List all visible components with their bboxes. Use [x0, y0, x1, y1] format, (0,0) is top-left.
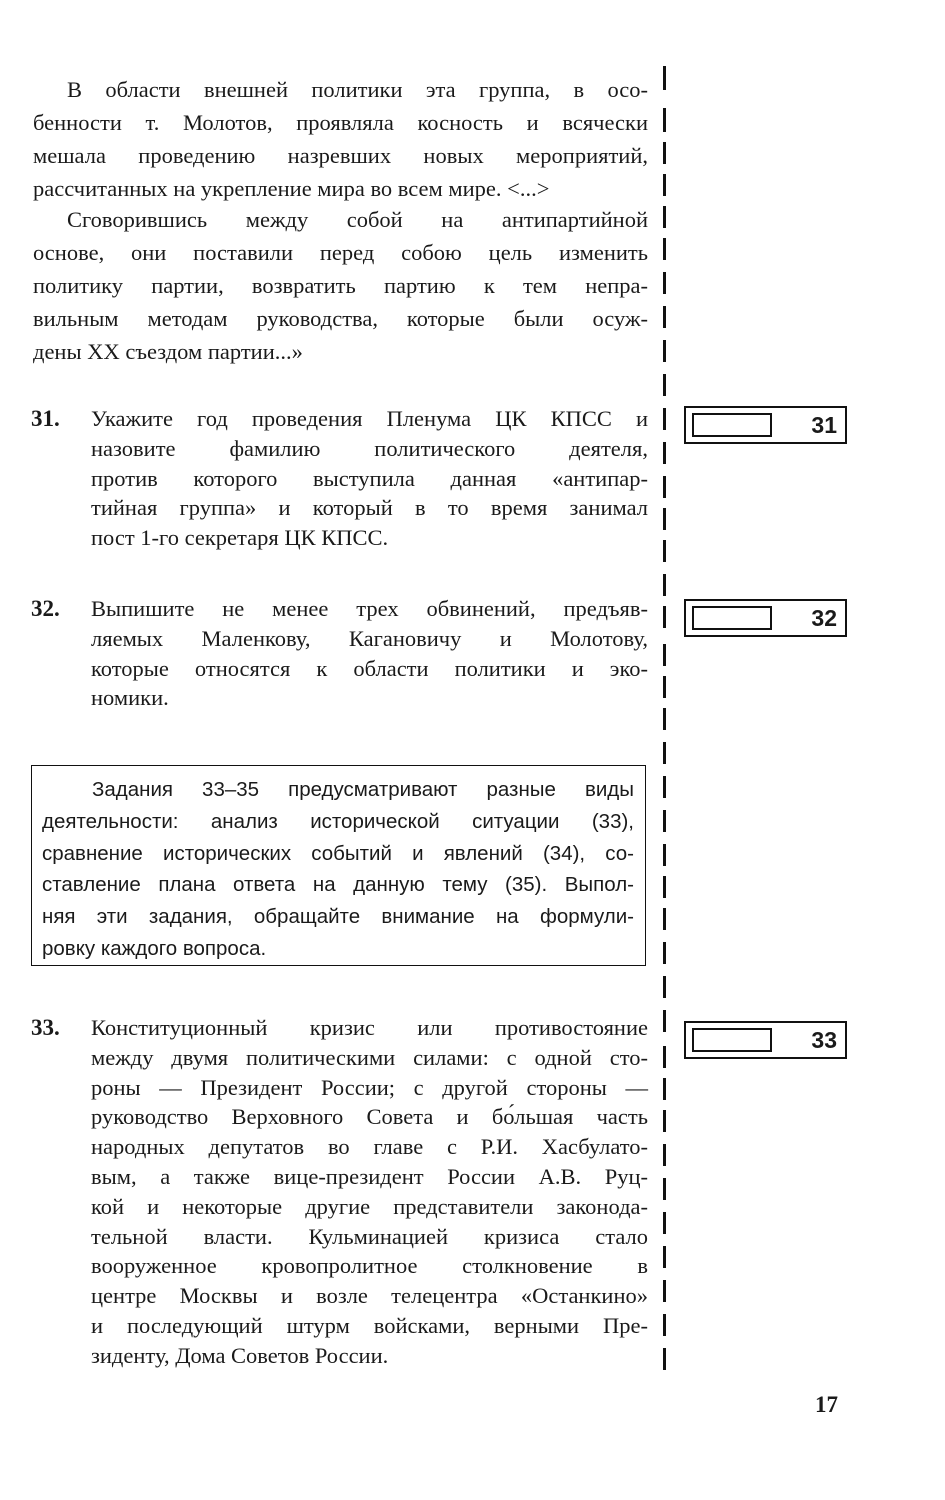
- text-line: вооруженное кровопролитное столкновение в: [91, 1253, 648, 1279]
- text-line: В области внешней политики эта группа, в осо-: [67, 77, 648, 102]
- text-line: политику партии, возвратить партию к тем непра-: [33, 273, 648, 298]
- text-line: основе, они поставили перед собою цель изменить: [33, 240, 648, 265]
- instruction-text: [42, 774, 634, 965]
- text-line: бенности т. Молотов, проявляла косность и всячески: [33, 110, 648, 135]
- answer-box-32[interactable]: [684, 599, 847, 637]
- text-line: ляемых Маленкову, Кагановичу и Молотову,: [91, 625, 648, 651]
- text-line: которые относятся к области политики и эко-: [91, 655, 648, 681]
- text-line: между двумя политическими силами: с одной сто-: [91, 1044, 648, 1070]
- text-line: Задания 33–35 предусматривают разные виды: [92, 778, 634, 801]
- page-number: 17: [815, 1392, 838, 1417]
- text-line: Конституционный кризис или противостояние: [91, 1015, 648, 1040]
- text-line: тельной власти. Кульминацией кризиса стало: [91, 1223, 648, 1249]
- text-line: ровку каждого вопроса.: [42, 936, 267, 960]
- question-31-number: 31.: [31, 406, 60, 431]
- answer-box-31-label: 31: [811, 412, 837, 438]
- text-line: номики.: [91, 685, 169, 711]
- text-line: сравнение исторических событий и явлений (34), со-: [42, 841, 634, 865]
- answer-field-33[interactable]: [692, 1028, 772, 1052]
- text-line: пост 1-го секретаря ЦК КПСС.: [91, 525, 389, 551]
- intro-paragraph-2: [33, 203, 648, 368]
- text-line: дены XX съездом партии...»: [33, 339, 303, 364]
- answer-field-31[interactable]: [692, 413, 772, 437]
- answer-box-31[interactable]: [684, 406, 847, 444]
- text-line: назовите фамилию политического деятеля,: [91, 435, 648, 461]
- answer-box-33[interactable]: [684, 1021, 847, 1059]
- question-32-text: [91, 594, 648, 713]
- question-33-text: [91, 1013, 648, 1371]
- question-31-text: [91, 404, 648, 553]
- answer-field-32[interactable]: [692, 606, 772, 630]
- text-line: Выпишите не менее трех обвинений, предъяв-: [91, 596, 648, 621]
- text-line: ставление плана ответа на данную тему (35). Выпол-: [42, 873, 634, 897]
- answer-box-32-label: 32: [811, 605, 837, 631]
- text-line: рассчитанных на укрепление мира во всем мире. <...>: [33, 176, 550, 201]
- text-line: зиденту, Дома Советов России.: [91, 1342, 389, 1368]
- text-line: тийная группа» и который в то время занимал: [91, 495, 648, 521]
- text-line: кой и некоторые другие представители законода-: [91, 1193, 648, 1219]
- intro-paragraph-1: [33, 73, 648, 205]
- text-line: народных депутатов во главе с Р.И. Хасбулато-: [91, 1134, 648, 1160]
- text-line: против которого выступила данная «антипар-: [91, 465, 648, 491]
- text-line: няя эти задания, обращайте внимание на формули-: [42, 905, 634, 929]
- text-line: и последующий штурм войсками, верными Пре-: [91, 1312, 648, 1338]
- instruction-box: [31, 765, 646, 966]
- text-line: руководство Верховного Совета и бо́льшая часть: [91, 1104, 648, 1130]
- question-32-number: 32.: [31, 596, 60, 621]
- text-line: вильным методам руководства, которые были осуж-: [33, 306, 648, 331]
- question-33-number: 33.: [31, 1015, 60, 1040]
- text-line: Укажите год проведения Пленума ЦК КПСС и: [91, 406, 648, 431]
- text-line: роны — Президент России; с другой стороны —: [91, 1074, 648, 1100]
- answer-box-33-label: 33: [811, 1027, 837, 1053]
- text-line: мешала проведению назревших новых мероприятий,: [33, 143, 648, 168]
- text-line: центре Москвы и возле телецентра «Останкино»: [91, 1283, 648, 1309]
- text-line: вым, а также вице-президент России А.В. Руц-: [91, 1163, 648, 1189]
- text-line: Сговорившись между собой на антипартийной: [67, 207, 648, 232]
- text-line: деятельности: анализ исторической ситуации (33),: [42, 809, 634, 833]
